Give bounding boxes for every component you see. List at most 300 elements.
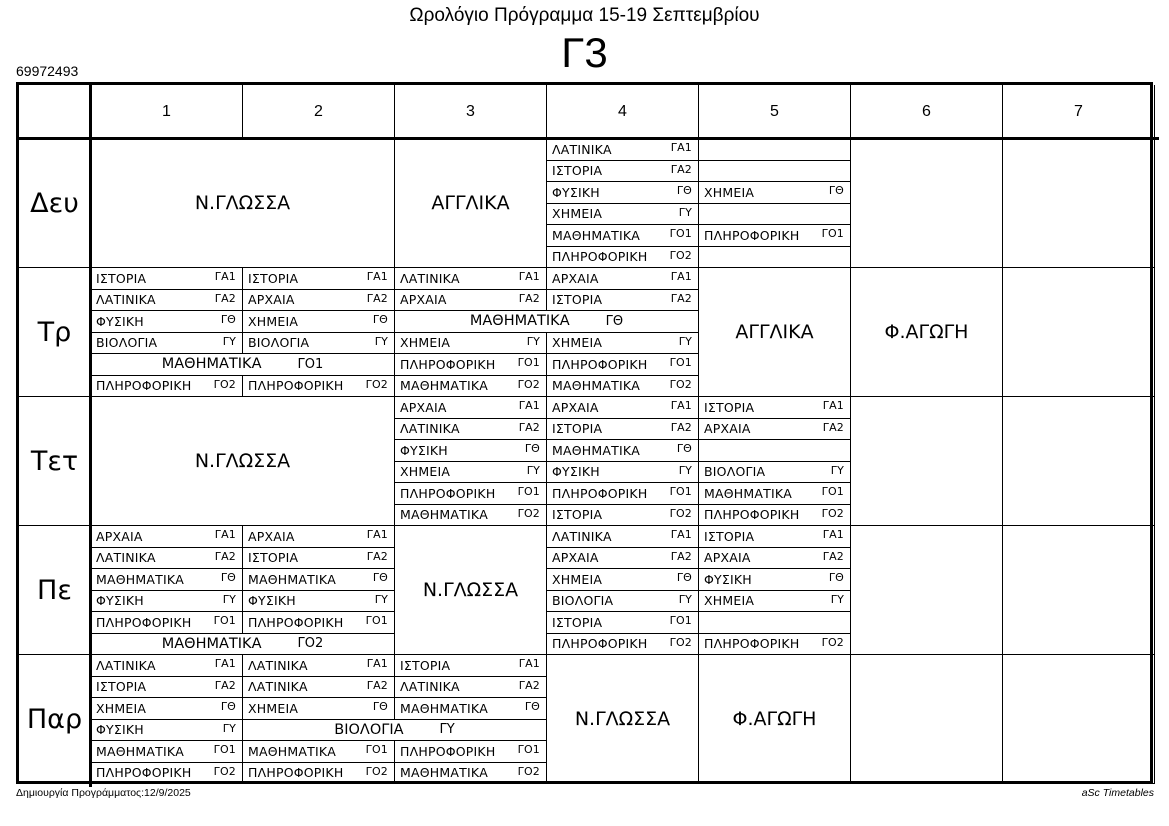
group-code: ΓΟ1 <box>517 743 540 756</box>
subject-name: ΙΣΤΟΡΙΑ <box>704 399 755 415</box>
lesson-subrow <box>243 698 395 720</box>
subject-name: ΜΑΘΗΜΑΤΙΚΑ <box>248 743 336 759</box>
subject-name: ΠΛΗΡΟΦΟΡΙΚΗ <box>552 249 648 265</box>
lesson-subrow <box>91 763 243 785</box>
lesson-subrow <box>91 333 243 355</box>
lesson-subrow <box>91 268 243 290</box>
group-code: ΓΑ2 <box>518 291 540 305</box>
subject-name: ΠΛΗΡΟΦΟΡΙΚΗ <box>400 743 496 759</box>
subject-name: ΙΣΤΟΡΙΑ <box>552 614 603 630</box>
group-code: ΓΥ <box>222 334 236 348</box>
day-name: Τετ <box>30 445 79 477</box>
lesson-cell <box>547 655 699 784</box>
lesson-subrow <box>91 548 243 570</box>
subject-name: ΧΗΜΕΙΑ <box>400 464 451 480</box>
lesson-subrow <box>547 333 699 355</box>
lesson-subrow <box>243 311 395 333</box>
group-code: ΓΟ2 <box>297 636 324 652</box>
subject-name: ΠΛΗΡΟΦΟΡΙΚΗ <box>248 614 344 630</box>
period-number: 6 <box>922 102 931 120</box>
group-code: ΓΑ1 <box>670 270 692 283</box>
lesson-cell <box>1003 397 1155 526</box>
subject-name: ΛΑΤΙΝΙΚΑ <box>400 679 460 695</box>
group-code: ΓΟ1 <box>821 485 844 498</box>
group-code: ΓΥ <box>222 592 236 606</box>
subject-name: ΧΗΜΕΙΑ <box>704 184 755 200</box>
group-code: ΓΟ1 <box>669 227 692 240</box>
lesson-subrow <box>547 548 699 570</box>
group-code: ΓΑ2 <box>822 549 844 563</box>
subject-name: ΑΡΧΑΙΑ <box>400 399 447 415</box>
lesson-cell <box>395 139 547 268</box>
group-code: ΓΑ1 <box>214 270 236 283</box>
lesson-subrow <box>699 182 851 204</box>
group-code: ΓΑ1 <box>366 528 388 541</box>
subject-name: ΧΗΜΕΙΑ <box>552 206 603 222</box>
lesson-spanning-subrow <box>395 311 699 333</box>
lesson-subrow <box>547 182 699 204</box>
lesson-subrow <box>395 677 547 699</box>
subject-name: ΙΣΤΟΡΙΑ <box>552 163 603 179</box>
lesson-subrow <box>547 290 699 312</box>
lesson-subrow <box>699 397 851 419</box>
lesson-subrow <box>547 376 699 398</box>
group-code: ΓΘ <box>676 571 692 584</box>
group-code: ΓΟ2 <box>213 377 236 391</box>
subject-name: ΙΣΤΟΡΙΑ <box>96 679 147 695</box>
subject-name: ΧΗΜΕΙΑ <box>96 700 147 716</box>
lesson-subrow <box>699 161 851 183</box>
subject-name: ΙΣΤΟΡΙΑ <box>96 270 147 286</box>
lesson-subrow <box>699 526 851 548</box>
lesson-subrow <box>91 290 243 312</box>
subject-name: ΑΡΧΑΙΑ <box>704 550 751 566</box>
lesson-subrow <box>243 612 395 634</box>
subject-name: ΦΥΣΙΚΗ <box>96 722 144 738</box>
subject-name: ΒΙΟΛΟΓΙΑ <box>552 593 614 609</box>
group-code: ΓΥ <box>678 463 692 477</box>
lesson-subrow <box>91 311 243 333</box>
lesson-spanning-subrow <box>243 720 547 742</box>
period-header <box>547 85 699 139</box>
lesson-subrow <box>547 397 699 419</box>
lesson-subrow <box>243 290 395 312</box>
subject-name: ΜΑΘΗΜΑΤΙΚΑ <box>400 378 488 394</box>
subject-name: ΜΑΘΗΜΑΤΙΚΑ <box>96 743 184 759</box>
subject-name: ΦΥΣΙΚΗ <box>248 593 296 609</box>
period-number: 4 <box>618 102 627 120</box>
group-code: ΓΘ <box>524 442 540 455</box>
group-code: ΓΘ <box>372 571 388 584</box>
lesson-cell <box>851 655 1003 784</box>
group-code: ΓΑ2 <box>518 678 540 692</box>
lesson-subrow <box>91 677 243 699</box>
creation-date: Δημιουργία Προγράμματος:12/9/2025 <box>16 787 191 799</box>
group-code: ΓΟ1 <box>669 485 692 498</box>
lesson-subrow <box>243 569 395 591</box>
corner-cell <box>19 85 91 139</box>
period-header <box>1003 85 1155 139</box>
lesson-subrow <box>547 419 699 441</box>
group-code: ΓΟ2 <box>517 764 540 778</box>
lesson-subrow <box>395 440 547 462</box>
lesson-subrow <box>395 741 547 763</box>
group-code: ΓΑ2 <box>214 678 236 692</box>
lesson-subrow <box>547 526 699 548</box>
subject-name: ΜΑΘΗΜΑΤΙΚΑ <box>96 571 184 587</box>
lesson-subrow <box>547 268 699 290</box>
group-code: ΓΑ2 <box>670 291 692 305</box>
subject-name: ΠΛΗΡΟΦΟΡΙΚΗ <box>96 614 192 630</box>
lesson-cell <box>699 655 851 784</box>
group-code: ΓΥ <box>678 334 692 348</box>
subject-name: Ν.ΓΛΩΣΣΑ <box>194 450 291 472</box>
group-code: ΓΟ2 <box>669 248 692 262</box>
subject-name: ΦΥΣΙΚΗ <box>704 571 752 587</box>
subject-name: ΑΡΧΑΙΑ <box>552 399 599 415</box>
subject-name: ΜΑΘΗΜΑΤΙΚΑ <box>552 442 640 458</box>
subject-name: ΑΡΧΑΙΑ <box>400 292 447 308</box>
group-code: ΓΟ2 <box>821 635 844 649</box>
group-code: ΓΘ <box>676 442 692 455</box>
group-code: ΓΘ <box>220 313 236 326</box>
lesson-subrow <box>91 569 243 591</box>
subject-name: ΙΣΤΟΡΙΑ <box>704 528 755 544</box>
period-number: 7 <box>1074 102 1083 120</box>
lesson-subrow <box>547 591 699 613</box>
period-header <box>395 85 547 139</box>
lesson-subrow <box>395 290 547 312</box>
subject-name: ΠΛΗΡΟΦΟΡΙΚΗ <box>704 636 800 652</box>
day-name: Πε <box>37 574 72 606</box>
lesson-subrow <box>395 397 547 419</box>
group-code: ΓΘ <box>676 184 692 197</box>
group-code: ΓΥ <box>526 334 540 348</box>
lesson-subrow <box>699 548 851 570</box>
lesson-subrow <box>395 483 547 505</box>
group-code: ΓΥ <box>374 334 388 348</box>
subject-name: ΠΛΗΡΟΦΟΡΙΚΗ <box>248 378 344 394</box>
lesson-subrow <box>395 698 547 720</box>
lesson-subrow <box>243 333 395 355</box>
subject-name: ΜΑΘΗΜΑΤΙΚΑ <box>248 571 336 587</box>
subject-name: ΦΥΣΙΚΗ <box>400 442 448 458</box>
period-header <box>851 85 1003 139</box>
subject-name: ΦΥΣΙΚΗ <box>552 184 600 200</box>
subject-name: ΛΑΤΙΝΙΚΑ <box>400 270 460 286</box>
group-code: ΓΟ1 <box>297 356 324 372</box>
group-code: ΓΟ2 <box>821 506 844 520</box>
period-number: 1 <box>162 102 171 120</box>
lesson-subrow <box>91 612 243 634</box>
lesson-subrow <box>699 505 851 527</box>
subject-name: ΧΗΜΕΙΑ <box>248 700 299 716</box>
group-code: ΓΥ <box>830 463 844 477</box>
subject-name: ΧΗΜΕΙΑ <box>552 571 603 587</box>
group-code: ΓΑ2 <box>366 678 388 692</box>
group-code: ΓΑ2 <box>366 291 388 305</box>
lesson-subrow <box>243 526 395 548</box>
group-code: ΓΘ <box>372 313 388 326</box>
lesson-subrow <box>395 354 547 376</box>
day-column-divider <box>89 85 92 787</box>
subject-name: ΜΑΘΗΜΑΤΙΚΑ <box>704 485 792 501</box>
lesson-subrow <box>243 591 395 613</box>
lesson-subrow <box>699 204 851 226</box>
group-code: ΓΑ1 <box>214 657 236 670</box>
group-code: ΓΟ1 <box>821 227 844 240</box>
group-code: ΓΥ <box>830 592 844 606</box>
header-divider <box>19 137 1159 140</box>
subject-name: ΜΑΘΗΜΑΤΙΚΑ <box>161 356 262 373</box>
lesson-cell <box>395 526 547 655</box>
subject-name: ΙΣΤΟΡΙΑ <box>552 507 603 523</box>
group-code: ΓΘ <box>828 571 844 584</box>
group-code: ΓΥ <box>526 463 540 477</box>
period-header <box>91 85 243 139</box>
lesson-subrow <box>547 225 699 247</box>
subject-name: ΛΑΤΙΝΙΚΑ <box>248 679 308 695</box>
lesson-subrow <box>243 268 395 290</box>
group-code: ΓΑ1 <box>366 270 388 283</box>
group-code: ΓΟ1 <box>365 743 388 756</box>
subject-name: ΧΗΜΕΙΑ <box>248 313 299 329</box>
subject-name: ΧΗΜΕΙΑ <box>400 335 451 351</box>
lesson-subrow <box>547 247 699 269</box>
group-code: ΓΑ2 <box>670 162 692 176</box>
lesson-subrow <box>699 591 851 613</box>
subject-name: ΑΓΓΛΙΚΑ <box>735 321 814 343</box>
subject-name: ΛΑΤΙΝΙΚΑ <box>248 657 308 673</box>
subject-name: ΜΑΘΗΜΑΤΙΚΑ <box>469 313 570 330</box>
lesson-cell <box>91 397 395 526</box>
day-label <box>19 526 91 655</box>
group-code: ΓΑ1 <box>214 528 236 541</box>
day-label <box>19 139 91 268</box>
group-code: ΓΟ2 <box>365 377 388 391</box>
lesson-subrow <box>91 698 243 720</box>
lesson-cell <box>91 139 395 268</box>
lesson-cell <box>851 526 1003 655</box>
subject-name: ΠΛΗΡΟΦΟΡΙΚΗ <box>400 485 496 501</box>
day-label <box>19 655 91 784</box>
lesson-subrow <box>547 354 699 376</box>
lesson-subrow <box>699 462 851 484</box>
lesson-subrow <box>699 612 851 634</box>
subject-name: ΠΛΗΡΟΦΟΡΙΚΗ <box>400 356 496 372</box>
subject-name: ΙΣΤΟΡΙΑ <box>248 270 299 286</box>
subject-name: Φ.ΑΓΩΓΗ <box>732 708 817 730</box>
lesson-subrow <box>243 548 395 570</box>
lesson-subrow <box>547 505 699 527</box>
subject-name: ΛΑΤΙΝΙΚΑ <box>400 421 460 437</box>
subject-name: Ν.ΓΛΩΣΣΑ <box>574 708 671 730</box>
lesson-cell <box>1003 139 1155 268</box>
subject-name: ΜΑΘΗΜΑΤΙΚΑ <box>400 507 488 523</box>
lesson-subrow <box>395 763 547 785</box>
group-code: ΓΟ2 <box>213 764 236 778</box>
lesson-subrow <box>91 720 243 742</box>
group-code: ΓΟ1 <box>517 485 540 498</box>
group-code: ΓΥ <box>222 721 236 735</box>
subject-name: ΜΑΘΗΜΑΤΙΚΑ <box>552 378 640 394</box>
lesson-spanning-subrow <box>91 354 395 376</box>
group-code: ΓΘ <box>220 700 236 713</box>
subject-name: ΑΓΓΛΙΚΑ <box>431 192 510 214</box>
group-code: ΓΑ2 <box>214 549 236 563</box>
subject-name: ΑΡΧΑΙΑ <box>248 292 295 308</box>
group-code: ΓΟ2 <box>517 377 540 391</box>
lesson-subrow <box>243 763 395 785</box>
subject-name: ΜΑΘΗΜΑΤΙΚΑ <box>161 635 262 652</box>
group-code: ΓΑ1 <box>518 657 540 670</box>
group-code: ΓΑ2 <box>366 549 388 563</box>
group-code: ΓΑ1 <box>670 528 692 541</box>
lesson-subrow <box>395 376 547 398</box>
period-header <box>699 85 851 139</box>
lesson-subrow <box>547 161 699 183</box>
group-code: ΓΑ2 <box>518 420 540 434</box>
subject-name: ΛΑΤΙΝΙΚΑ <box>96 292 156 308</box>
lesson-subrow <box>699 440 851 462</box>
period-number: 5 <box>770 102 779 120</box>
lesson-subrow <box>395 505 547 527</box>
lesson-subrow <box>243 376 395 398</box>
group-code: ΓΑ1 <box>670 399 692 412</box>
period-number: 3 <box>466 102 475 120</box>
period-number: 2 <box>314 102 323 120</box>
brand-label: aSc Timetables <box>1081 787 1154 799</box>
subject-name: ΠΛΗΡΟΦΟΡΙΚΗ <box>552 356 648 372</box>
lesson-subrow <box>243 677 395 699</box>
lesson-cell <box>851 139 1003 268</box>
lesson-subrow <box>395 268 547 290</box>
lesson-cell <box>851 268 1003 397</box>
group-code: ΓΟ1 <box>669 614 692 627</box>
subject-name: ΑΡΧΑΙΑ <box>704 421 751 437</box>
group-code: ΓΟ2 <box>669 506 692 520</box>
group-code: ΓΥ <box>374 592 388 606</box>
group-code: ΓΘ <box>220 571 236 584</box>
subject-name: ΛΑΤΙΝΙΚΑ <box>552 141 612 157</box>
day-name: Τρ <box>37 316 72 348</box>
group-code: ΓΑ1 <box>822 399 844 412</box>
lesson-subrow <box>699 247 851 269</box>
group-code: ΓΑ1 <box>670 141 692 154</box>
subject-name: ΙΣΤΟΡΙΑ <box>552 421 603 437</box>
lesson-subrow <box>395 655 547 677</box>
group-code: ΓΟ2 <box>517 506 540 520</box>
subject-name: Ν.ΓΛΩΣΣΑ <box>422 579 519 601</box>
subject-name: ΠΛΗΡΟΦΟΡΙΚΗ <box>96 378 192 394</box>
group-code: ΓΟ2 <box>365 764 388 778</box>
group-code: ΓΑ2 <box>214 291 236 305</box>
lesson-subrow <box>91 376 243 398</box>
lesson-cell <box>1003 268 1155 397</box>
group-code: ΓΘ <box>372 700 388 713</box>
subject-name: ΠΛΗΡΟΦΟΡΙΚΗ <box>96 765 192 781</box>
subject-name: ΒΙΟΛΟΓΙΑ <box>704 464 766 480</box>
day-label <box>19 397 91 526</box>
subject-name: ΑΡΧΑΙΑ <box>248 528 295 544</box>
subject-name: Φ.ΑΓΩΓΗ <box>884 321 969 343</box>
group-code: ΓΟ1 <box>365 614 388 627</box>
group-code: ΓΑ2 <box>822 420 844 434</box>
group-code: ΓΥ <box>678 205 692 219</box>
subject-name: ΜΑΘΗΜΑΤΙΚΑ <box>552 227 640 243</box>
subject-name: ΙΣΤΟΡΙΑ <box>400 657 451 673</box>
group-code: ΓΥ <box>678 592 692 606</box>
subject-name: ΒΙΟΛΟΓΙΑ <box>96 335 158 351</box>
group-code: ΓΘ <box>524 700 540 713</box>
lesson-subrow <box>699 569 851 591</box>
lesson-subrow <box>91 655 243 677</box>
lesson-subrow <box>547 139 699 161</box>
group-code: ΓΑ2 <box>670 420 692 434</box>
subject-name: ΛΑΤΙΝΙΚΑ <box>96 550 156 566</box>
subject-name: ΦΥΣΙΚΗ <box>552 464 600 480</box>
page-subtitle: Ωρολόγιο Πρόγραμμα 15-19 Σεπτεμβρίου <box>409 5 760 26</box>
lesson-subrow <box>699 419 851 441</box>
subject-name: ΠΛΗΡΟΦΟΡΙΚΗ <box>552 485 648 501</box>
subject-name: ΑΡΧΑΙΑ <box>96 528 143 544</box>
lesson-subrow <box>547 612 699 634</box>
lesson-subrow <box>395 419 547 441</box>
period-header <box>243 85 395 139</box>
lesson-subrow <box>547 204 699 226</box>
lesson-cell <box>851 397 1003 526</box>
group-code: ΓΟ2 <box>669 377 692 391</box>
group-code: ΓΟ2 <box>669 635 692 649</box>
subject-name: ΠΛΗΡΟΦΟΡΙΚΗ <box>704 507 800 523</box>
lesson-cell <box>699 268 851 397</box>
subject-name: ΧΗΜΕΙΑ <box>552 335 603 351</box>
lesson-subrow <box>91 526 243 548</box>
subject-name: ΙΣΤΟΡΙΑ <box>552 292 603 308</box>
lesson-subrow <box>699 483 851 505</box>
subject-name: ΜΑΘΗΜΑΤΙΚΑ <box>400 700 488 716</box>
lesson-subrow <box>547 483 699 505</box>
lesson-subrow <box>243 741 395 763</box>
subject-name: ΠΛΗΡΟΦΟΡΙΚΗ <box>552 636 648 652</box>
group-code: ΓΟ1 <box>213 614 236 627</box>
day-name: Δευ <box>30 187 79 219</box>
timetable-grid <box>16 82 1153 784</box>
lesson-subrow <box>699 225 851 247</box>
subject-name: ΦΥΣΙΚΗ <box>96 593 144 609</box>
group-code: ΓΟ1 <box>213 743 236 756</box>
subject-name: ΑΡΧΑΙΑ <box>552 270 599 286</box>
lesson-subrow <box>395 462 547 484</box>
lesson-subrow <box>91 591 243 613</box>
lesson-subrow <box>547 569 699 591</box>
subject-name: ΜΑΘΗΜΑΤΙΚΑ <box>400 765 488 781</box>
group-code: ΓΥ <box>439 722 455 738</box>
subject-name: ΑΡΧΑΙΑ <box>552 550 599 566</box>
subject-name: Ν.ΓΛΩΣΣΑ <box>194 192 291 214</box>
subject-name: ΒΙΟΛΟΓΙΑ <box>334 721 404 738</box>
day-name: Παρ <box>26 703 83 735</box>
group-code: ΓΑ1 <box>518 399 540 412</box>
group-code: ΓΑ2 <box>670 549 692 563</box>
group-code: ΓΑ1 <box>366 657 388 670</box>
lesson-cell <box>1003 655 1155 784</box>
subject-name: ΛΑΤΙΝΙΚΑ <box>552 528 612 544</box>
lesson-subrow <box>243 655 395 677</box>
subject-name: ΠΛΗΡΟΦΟΡΙΚΗ <box>248 765 344 781</box>
lesson-subrow <box>395 333 547 355</box>
lesson-subrow <box>547 462 699 484</box>
